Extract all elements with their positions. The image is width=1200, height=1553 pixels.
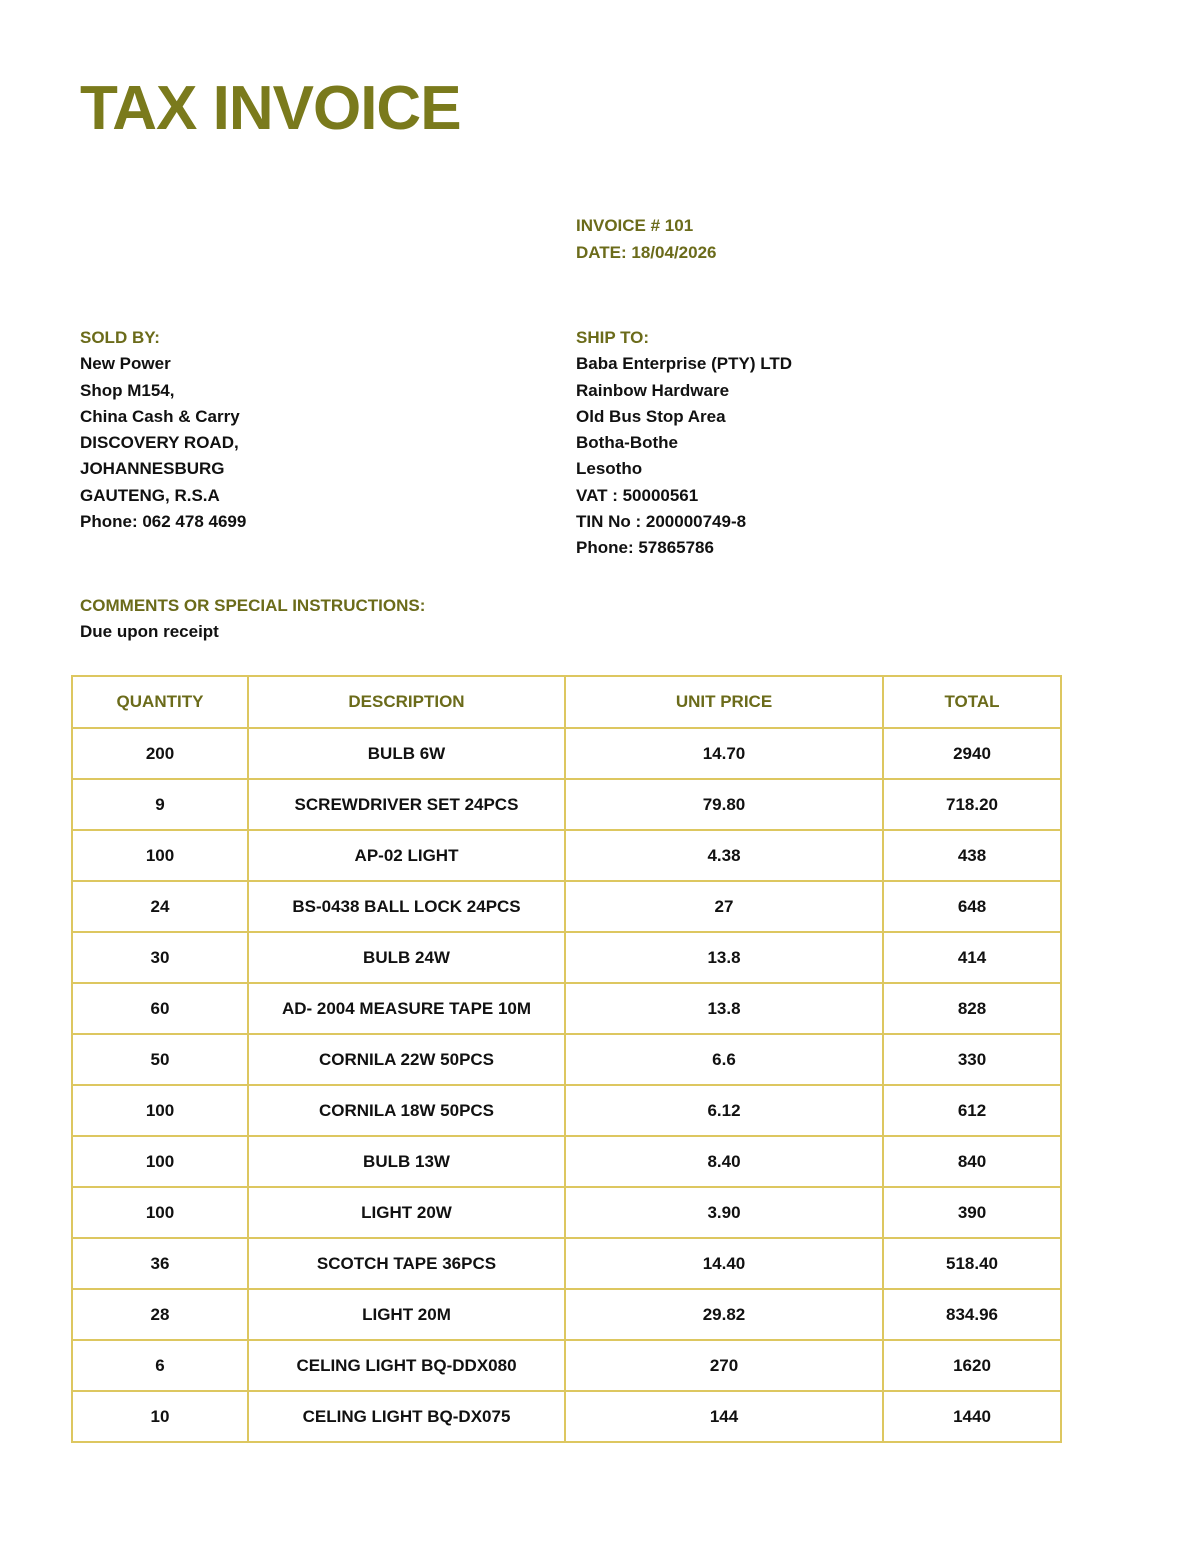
cell-quantity: 50 bbox=[72, 1034, 248, 1085]
cell-description: CELING LIGHT BQ-DX075 bbox=[248, 1391, 565, 1442]
sold-by-heading: SOLD BY: bbox=[80, 328, 160, 347]
cell-quantity: 200 bbox=[72, 728, 248, 779]
comments-text: Due upon receipt bbox=[80, 622, 219, 641]
cell-quantity: 100 bbox=[72, 1136, 248, 1187]
cell-total: 1440 bbox=[883, 1391, 1061, 1442]
cell-description: CORNILA 18W 50PCS bbox=[248, 1085, 565, 1136]
cell-unit-price: 3.90 bbox=[565, 1187, 883, 1238]
table-row bbox=[72, 983, 1061, 1034]
cell-unit-price: 6.6 bbox=[565, 1034, 883, 1085]
cell-quantity: 28 bbox=[72, 1289, 248, 1340]
cell-total: 390 bbox=[883, 1187, 1061, 1238]
ship-to-tin: TIN No : 200000749-8 bbox=[576, 512, 747, 532]
table-row bbox=[72, 1136, 1061, 1187]
ship-to-vat: VAT : 50000561 bbox=[576, 485, 699, 505]
cell-description: AP-02 LIGHT bbox=[248, 830, 565, 881]
table-row bbox=[72, 1238, 1061, 1289]
cell-description: CELING LIGHT BQ-DDX080 bbox=[248, 1340, 565, 1391]
table-row bbox=[72, 1340, 1061, 1391]
comments-block bbox=[80, 593, 425, 645]
ship-to-block bbox=[576, 325, 792, 562]
sold-by-phone: Phone: 062 478 4699 bbox=[80, 512, 247, 532]
cell-total: 648 bbox=[883, 881, 1061, 932]
cell-total: 2940 bbox=[883, 728, 1061, 779]
sold-by-block bbox=[80, 325, 246, 535]
cell-total: 612 bbox=[883, 1085, 1061, 1136]
cell-quantity: 6 bbox=[72, 1340, 248, 1391]
cell-unit-price: 14.40 bbox=[565, 1238, 883, 1289]
cell-quantity: 36 bbox=[72, 1238, 248, 1289]
table-row bbox=[72, 1289, 1061, 1340]
sold-by-line: New Power bbox=[80, 354, 171, 374]
page-title: TAX INVOICE bbox=[80, 74, 461, 143]
ship-to-line: Lesotho bbox=[576, 459, 643, 479]
sold-by-line: JOHANNESBURG bbox=[80, 459, 225, 479]
table-row bbox=[72, 728, 1061, 779]
cell-unit-price: 79.80 bbox=[565, 779, 883, 830]
header-unit-price: UNIT PRICE bbox=[565, 676, 883, 728]
table-row bbox=[72, 1187, 1061, 1238]
cell-unit-price: 6.12 bbox=[565, 1085, 883, 1136]
items-table bbox=[71, 675, 1062, 1443]
sold-by-line: Shop M154, bbox=[80, 380, 175, 400]
cell-description: LIGHT 20M bbox=[248, 1289, 565, 1340]
ship-to-heading: SHIP TO: bbox=[576, 328, 650, 347]
cell-total: 828 bbox=[883, 983, 1061, 1034]
ship-to-phone: Phone: 57865786 bbox=[576, 538, 714, 558]
cell-total: 834.96 bbox=[883, 1289, 1061, 1340]
table-row bbox=[72, 881, 1061, 932]
ship-to-line: Baba Enterprise (PTY) LTD bbox=[576, 354, 792, 374]
table-body bbox=[72, 728, 1061, 1442]
cell-description: LIGHT 20W bbox=[248, 1187, 565, 1238]
cell-total: 718.20 bbox=[883, 779, 1061, 830]
cell-quantity: 30 bbox=[72, 932, 248, 983]
cell-unit-price: 144 bbox=[565, 1391, 883, 1442]
sold-by-line: DISCOVERY ROAD, bbox=[80, 433, 239, 453]
cell-total: 330 bbox=[883, 1034, 1061, 1085]
invoice-meta bbox=[576, 212, 716, 266]
table-row bbox=[72, 1391, 1061, 1442]
cell-unit-price: 8.40 bbox=[565, 1136, 883, 1187]
cell-unit-price: 270 bbox=[565, 1340, 883, 1391]
cell-unit-price: 4.38 bbox=[565, 830, 883, 881]
cell-quantity: 100 bbox=[72, 1085, 248, 1136]
cell-total: 518.40 bbox=[883, 1238, 1061, 1289]
cell-description: BULB 24W bbox=[248, 932, 565, 983]
invoice-date: DATE: 18/04/2026 bbox=[576, 243, 717, 262]
table-row bbox=[72, 1085, 1061, 1136]
sold-by-line: China Cash & Carry bbox=[80, 406, 240, 426]
cell-total: 438 bbox=[883, 830, 1061, 881]
cell-unit-price: 29.82 bbox=[565, 1289, 883, 1340]
cell-quantity: 24 bbox=[72, 881, 248, 932]
cell-quantity: 100 bbox=[72, 1187, 248, 1238]
table-row bbox=[72, 1034, 1061, 1085]
cell-quantity: 60 bbox=[72, 983, 248, 1034]
header-description: DESCRIPTION bbox=[248, 676, 565, 728]
sold-by-line: GAUTENG, R.S.A bbox=[80, 485, 220, 505]
comments-heading: COMMENTS OR SPECIAL INSTRUCTIONS: bbox=[80, 596, 426, 615]
cell-quantity: 100 bbox=[72, 830, 248, 881]
cell-unit-price: 14.70 bbox=[565, 728, 883, 779]
cell-description: BULB 6W bbox=[248, 728, 565, 779]
cell-description: SCOTCH TAPE 36PCS bbox=[248, 1238, 565, 1289]
cell-unit-price: 13.8 bbox=[565, 983, 883, 1034]
table-header-row bbox=[72, 676, 1061, 728]
cell-description: BS-0438 BALL LOCK 24PCS bbox=[248, 881, 565, 932]
cell-unit-price: 27 bbox=[565, 881, 883, 932]
table-row bbox=[72, 932, 1061, 983]
cell-description: AD- 2004 MEASURE TAPE 10M bbox=[248, 983, 565, 1034]
cell-description: SCREWDRIVER SET 24PCS bbox=[248, 779, 565, 830]
ship-to-line: Botha-Bothe bbox=[576, 433, 678, 453]
cell-total: 1620 bbox=[883, 1340, 1061, 1391]
cell-total: 840 bbox=[883, 1136, 1061, 1187]
table-row bbox=[72, 830, 1061, 881]
ship-to-line: Rainbow Hardware bbox=[576, 380, 730, 400]
cell-description: CORNILA 22W 50PCS bbox=[248, 1034, 565, 1085]
cell-total: 414 bbox=[883, 932, 1061, 983]
header-total: TOTAL bbox=[883, 676, 1061, 728]
invoice-number: INVOICE # 101 bbox=[576, 216, 694, 235]
cell-unit-price: 13.8 bbox=[565, 932, 883, 983]
header-quantity: QUANTITY bbox=[72, 676, 248, 728]
cell-quantity: 10 bbox=[72, 1391, 248, 1442]
cell-quantity: 9 bbox=[72, 779, 248, 830]
table-row bbox=[72, 779, 1061, 830]
cell-description: BULB 13W bbox=[248, 1136, 565, 1187]
ship-to-line: Old Bus Stop Area bbox=[576, 406, 726, 426]
